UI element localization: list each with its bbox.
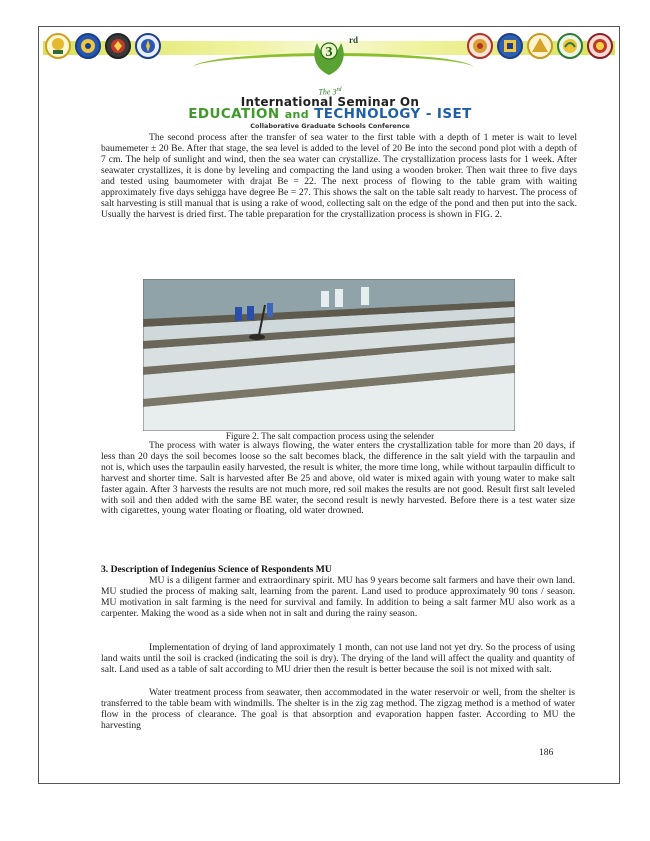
seminar-edition: The 3rd bbox=[318, 87, 342, 97]
emblem-number: 3 bbox=[325, 45, 333, 60]
page-number: 186 bbox=[539, 747, 554, 758]
paragraph-5: Water treatment process from seawater, then accommodated in the water reservoir or well, from the shelter is transferred to the table beam with windmills. The shelter is in the zig zag method. The zigzag method is a method of water flow in the process of clearance. The goal is that absorption and evaporation happen faster. According to MU the harvesting bbox=[101, 687, 575, 731]
figure-salt-pond-photo bbox=[143, 279, 515, 431]
university-logo-6-icon bbox=[497, 33, 523, 59]
university-logo-2-icon bbox=[75, 33, 101, 59]
university-logo-8-icon bbox=[557, 33, 583, 59]
salt-pond-photo-icon bbox=[143, 279, 515, 431]
emblem-ordinal-suffix: rd bbox=[349, 35, 358, 45]
paragraph-1: The second process after the transfer of sea water to the first table with a depth of 1 meter is wait to level baumemeter ± 20 Be. After that stage, the sea level is added to the level of 20 Be into the second pond plot with a depth of 7 cm. The help of sunlight and wind, then the sea water can crystallize. The crystallization process lasts for 1 week. After seawater crystallizes, it is done by leveling and compacting the land using a wooden broker. Then wait three to five days and tested using baumometer with drajat Be = 22. The next process of flowing to the table gram with waiting approximately five days sehigga have degree Be = 27. This shows the salt on the table salt ready to harvest. The process of salt harvesting is still manual that is using a rake of wood, collecting salt on the edge of the pond and then put into the sack. Usually the harvest is dried first. The table preparation for the crystallization process is shown in FIG. 2. bbox=[101, 132, 577, 220]
university-logo-9-icon bbox=[587, 33, 613, 59]
university-logo-7-icon bbox=[527, 33, 553, 59]
seminar-name-iset: - ISET bbox=[425, 106, 472, 122]
section-heading: 3. Description of Indegenius Science of Respondents MU bbox=[101, 564, 332, 575]
seminar-name-and: and bbox=[284, 108, 310, 121]
paragraph-3: MU is a diligent farmer and extraordinary spirit. MU has 9 years become salt farmers and have their own land. MU studied the process of making salt, learning from the parent. Land used to produce approximately 90 tons / season. MU motivation in salt farming is the need for survival and family. In addition to being a salt farmer MU also work as a carpenter. Making the wood as a side when not in salt and during the rainy season. bbox=[101, 575, 575, 619]
seminar-name bbox=[39, 106, 620, 122]
paper-page bbox=[38, 26, 620, 784]
seminar-name-education: EDUCATION bbox=[188, 106, 280, 122]
partner-logos-right bbox=[467, 33, 613, 59]
paragraph-4: Implementation of drying of land approximately 1 month, can not use land not yet dry. So the process of using land waits until the soil is cracked (indicating the soil is dry). The drying of the land will affect the quality and quantity of salt. Land used as a table of salt according to MU drier then the result is better because the soil is not mixed with salt. bbox=[101, 642, 575, 675]
university-logo-3-icon bbox=[105, 33, 131, 59]
university-logo-1-icon bbox=[45, 33, 71, 59]
seminar-name-technology: TECHNOLOGY bbox=[314, 106, 421, 122]
figure-caption: Figure 2. The salt compaction process using the selender bbox=[225, 431, 435, 441]
paragraph-2: The process with water is always flowing, the water enters the crystallization table for more than 20 days, if less than 20 days the soil becomes loose so the salt becomes black, the difference in the salt yield with the tarpaulin and not is, which uses the tarpaulin easily harvested, the result is whiter, the more time long, while without tarpaulin difficult to harvest and shorter time. Salt is harvested after Be 25 and above, old water is mixed again with young water to make salt faster again. After 3 harvests the results are not much more, red soil makes the results are not good. Result first salt leveled with soil and then added with the same BE water, the second result is newly harvested. Before there is a test water size with cigarettes, young water floating or floating, old water drowned. bbox=[101, 440, 575, 517]
seminar-emblem-icon bbox=[309, 35, 349, 77]
seminar-subtitle: Collaborative Graduate Schools Conference bbox=[250, 122, 410, 130]
university-logo-5-icon bbox=[467, 33, 493, 59]
university-logo-4-icon bbox=[135, 33, 161, 59]
partner-logos-left bbox=[45, 33, 161, 59]
conference-banner bbox=[43, 31, 615, 87]
seminar-title-line: International Seminar On bbox=[240, 95, 420, 109]
